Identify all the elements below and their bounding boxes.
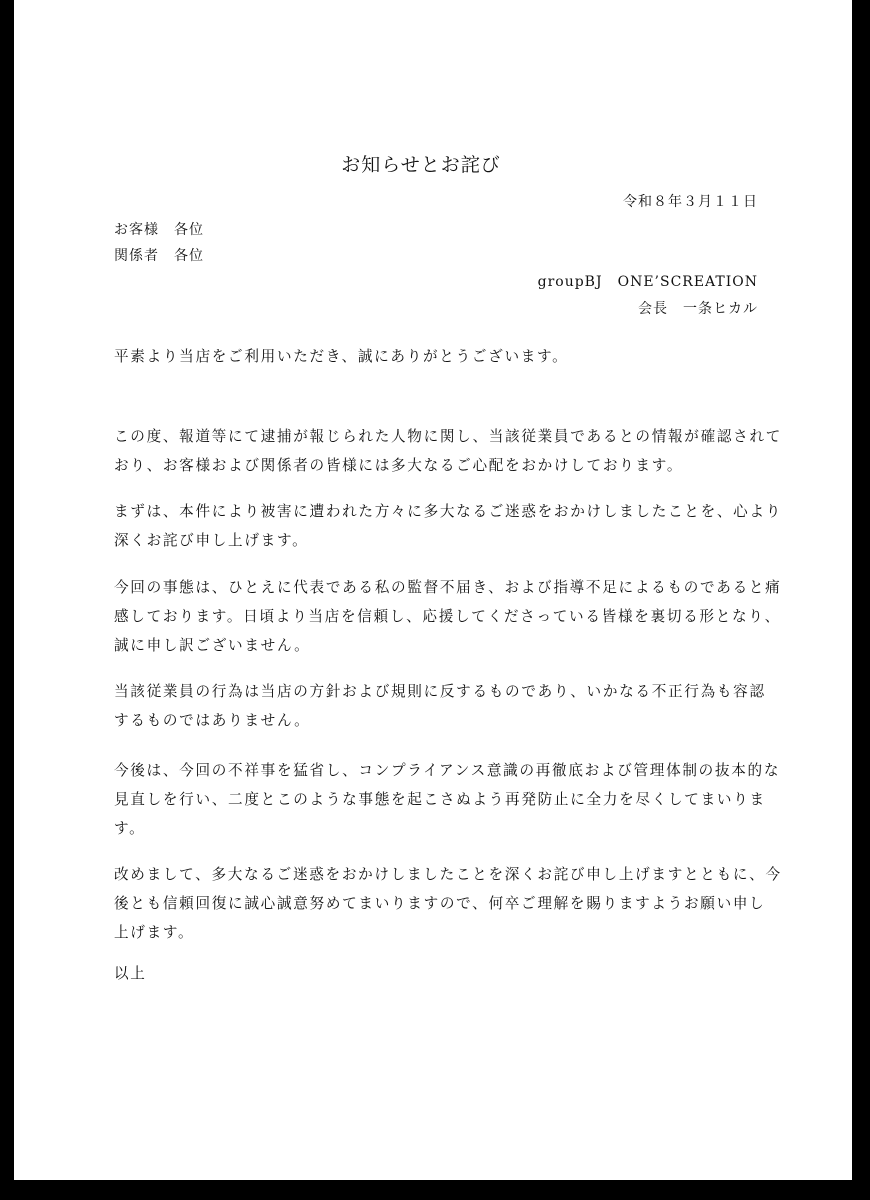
left-border (0, 0, 14, 1200)
paragraph-line: 感しております。日頃より当店を信頼し、応援してくださっている皆様を裏切る形となり、 (114, 608, 781, 625)
right-border (852, 0, 870, 1200)
paragraph-line: 今回の事態は、ひとえに代表である私の監督不届き、および指導不足によるものであると痛 (114, 579, 782, 596)
closing-mark: 以上 (114, 965, 147, 982)
document-title: お知らせとお詫び (341, 154, 501, 176)
bottom-border (0, 1180, 870, 1200)
paragraph-greeting (114, 342, 744, 371)
paragraph-line: 見直しを行い、二度とこのような事態を起こさぬよう再発防止に全力を尽くしてまいりま (114, 791, 766, 808)
paragraph-line: 後とも信頼回復に誠心誠意努めてまいりますので、何卒ご理解を賜りますようお願い申し (114, 895, 766, 912)
paragraph-responsibility (114, 573, 782, 660)
recipient-customers: お客様 各位 (114, 222, 204, 238)
paragraph-incident (114, 422, 783, 480)
paragraph-prevention (114, 756, 781, 843)
paragraph-line: 誠に申し訳ございません。 (114, 637, 311, 654)
paragraph-line: 平素より当店をご利用いただき、誠にありがとうございます。 (114, 348, 569, 365)
document-date: 令和８年３月１１日 (623, 194, 758, 210)
paragraph-line: まずは、本件により被害に遭われた方々に多大なるご迷惑をおかけしましたことを、心より (114, 503, 783, 520)
paragraph-line: 当該従業員の行為は当店の方針および規則に反するものであり、いかなる不正行為も容認 (114, 683, 766, 700)
paragraph-line: この度、報道等にて逮捕が報じられた人物に関し、当該従業員であるとの情報が確認されて (114, 428, 783, 445)
paragraph-conclusion (114, 860, 782, 947)
paragraph-apology (114, 497, 783, 555)
paragraph-line: 深くお詫び申し上げます。 (114, 532, 309, 549)
paragraph-line: するものではありません。 (114, 712, 311, 729)
paragraph-policy (114, 677, 766, 735)
paragraph-line: す。 (114, 820, 146, 837)
paragraph-line: 今後は、今回の不祥事を猛省し、コンプライアンス意識の再徹底および管理体制の抜本的な (114, 762, 781, 779)
sender-representative: 会長 一条ヒカル (638, 301, 758, 317)
paragraph-line: 改めまして、多大なるご迷惑をおかけしましたことを深くお詫び申し上げますとともに、今 (114, 866, 782, 883)
paragraph-line: 上げます。 (114, 924, 195, 941)
sender-organization: groupBJ ONE’SCREATION (537, 274, 758, 290)
paragraph-line: おり、お客様および関係者の皆様には多大なるご心配をおかけしております。 (114, 457, 684, 474)
recipient-stakeholders: 関係者 各位 (114, 248, 204, 264)
